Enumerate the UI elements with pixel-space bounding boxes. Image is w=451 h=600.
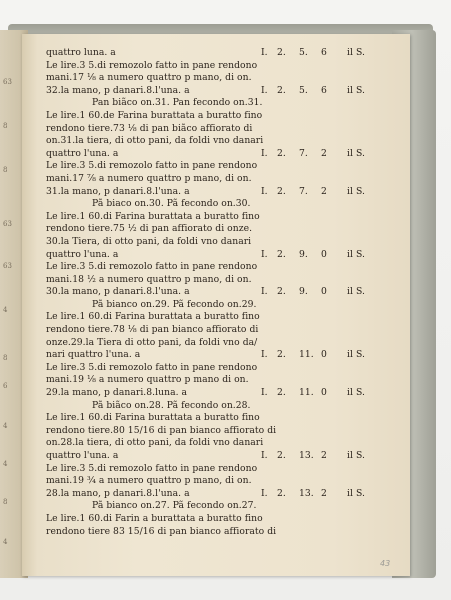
- text-line: [46, 425, 392, 438]
- text-line: [46, 463, 392, 476]
- price-part-c: 2: [321, 147, 327, 159]
- section-heading-line: [46, 299, 392, 312]
- price-part-c: 0: [321, 286, 327, 298]
- price-part-l: I.: [261, 185, 268, 197]
- left-margin-mark: 4: [3, 306, 8, 314]
- price-part-d: il S.: [347, 286, 365, 298]
- price-part-b: 7.: [299, 147, 308, 159]
- section-heading-line: [46, 198, 392, 211]
- text-line: [46, 223, 392, 236]
- line-text: quattro l'una. a: [46, 450, 119, 461]
- line-text: Le lire.1 60.di Farin a burattata a buratto fino: [46, 512, 263, 524]
- price-part-a: 2.: [277, 248, 286, 260]
- price-part-l: I.: [261, 450, 268, 461]
- price-part-b: 5.: [299, 47, 308, 58]
- line-text: mani.19 ¾ a numero quattro p mano, di on.: [46, 475, 252, 487]
- price-part-d: il S.: [347, 248, 365, 260]
- price-part-a: 2.: [277, 185, 286, 197]
- text-line: [46, 374, 392, 387]
- price-part-b: 7.: [299, 185, 308, 197]
- line-text: Le lire.3 5.di remozolo fatto in pane rendono: [46, 160, 258, 172]
- line-text: Le lire.3 5.di remozolo fatto in pane rendono: [46, 361, 258, 373]
- line-text: rendono tiere.80 15/16 di pan bianco affiorato di: [46, 424, 277, 436]
- price-part-a: 2.: [277, 387, 286, 399]
- text-line: [46, 186, 392, 199]
- price-part-c: 6: [321, 47, 327, 58]
- price-part-c: 2: [321, 185, 327, 197]
- text-line: [46, 274, 392, 287]
- text-line: [46, 526, 392, 539]
- text-line: [46, 236, 392, 249]
- line-text: onze.29.la Tiera di otto pani, da foldi vno da/: [46, 336, 258, 348]
- price-part-b: 13.: [299, 487, 314, 499]
- text-line: [46, 123, 392, 136]
- price-part-l: I.: [261, 47, 268, 58]
- line-text: quattro l'una. a: [46, 147, 119, 159]
- text-line: [46, 450, 392, 463]
- line-text: Pã biãco on.28. Pã fecondo on.28.: [92, 399, 251, 411]
- price-part-a: 2.: [277, 147, 286, 159]
- price-part-c: 2: [321, 450, 327, 461]
- line-text: 29.la mano, p danari.8.luna. a: [46, 387, 188, 399]
- price-part-d: il S.: [347, 450, 365, 461]
- price-part-l: I.: [261, 84, 268, 96]
- text-line: [46, 349, 392, 362]
- text-line: [46, 286, 392, 299]
- line-text: mani.19 ⅛ a numero quattro p mano di on.: [46, 374, 249, 386]
- text-line: [46, 85, 392, 98]
- price-part-a: 2.: [277, 286, 286, 298]
- left-margin-mark: 63: [3, 220, 12, 228]
- price-part-a: 2.: [277, 487, 286, 499]
- line-text: quattro l'una. a: [46, 248, 119, 260]
- text-line: [46, 437, 392, 450]
- price-part-a: 2.: [277, 47, 286, 58]
- line-text: Le lire.1 60.di Farina burattata a buratto fino: [46, 311, 260, 323]
- left-margin-mark: 63: [3, 262, 12, 270]
- line-text: on.31.la tiera, di otto pani, da foldi vno danari: [46, 135, 264, 147]
- price-part-a: 2.: [277, 84, 286, 96]
- line-text: mani.17 ⅞ a numero quattro p mano, di on.: [46, 172, 252, 184]
- price-part-b: 13.: [299, 450, 314, 461]
- left-margin-mark: 4: [3, 460, 8, 468]
- price-part-c: 2: [321, 487, 327, 499]
- text-line: [46, 412, 392, 425]
- text-line: [46, 160, 392, 173]
- text-line: [46, 173, 392, 186]
- line-text: nari quattro l'una. a: [46, 349, 141, 361]
- text-line: [46, 211, 392, 224]
- price-part-a: 2.: [277, 450, 286, 461]
- price-part-l: I.: [261, 487, 268, 499]
- line-text: on.28.la tiera, di otto pani, da foldi vno danari: [46, 437, 264, 449]
- line-text: 30.la Tiera, di otto pani, da foldi vno danari: [46, 235, 252, 247]
- price-part-b: 9.: [299, 286, 308, 298]
- price-part-b: 11.: [299, 387, 314, 399]
- line-text: Le lire.1 60.di Farina burattata a buratto fino: [46, 210, 260, 222]
- line-text: 30.la mano, p danari.8.l'una. a: [46, 286, 190, 298]
- left-margin-mark: 8: [3, 166, 8, 174]
- left-margin-mark: 8: [3, 498, 8, 506]
- price-part-b: 11.: [299, 349, 314, 361]
- text-line: [46, 60, 392, 73]
- text-line: [46, 324, 392, 337]
- text-line: [46, 72, 392, 85]
- price-part-d: il S.: [347, 147, 365, 159]
- text-line: [46, 513, 392, 526]
- price-part-a: 2.: [277, 349, 286, 361]
- line-text: Pã bianco on.29. Pã fecondo on.29.: [92, 298, 257, 310]
- price-part-d: il S.: [347, 185, 365, 197]
- left-margin-mark: 4: [3, 422, 8, 430]
- section-heading-line: [46, 97, 392, 110]
- price-part-d: il S.: [347, 349, 365, 361]
- text-line: [46, 148, 392, 161]
- line-text: mani.18 ½ a numero quattro p mano, di on.: [46, 273, 252, 285]
- text-line: [46, 362, 392, 375]
- price-part-d: il S.: [347, 487, 365, 499]
- price-part-l: I.: [261, 349, 268, 361]
- line-text: rendono tiere.75 ½ di pan affiorato di onze.: [46, 223, 253, 235]
- price-part-d: il S.: [347, 84, 365, 96]
- price-part-c: 0: [321, 248, 327, 260]
- left-margin-mark: 4: [3, 538, 8, 546]
- text-line: [46, 311, 392, 324]
- text-line: [46, 135, 392, 148]
- text-line: [46, 261, 392, 274]
- text-line: [46, 488, 392, 501]
- left-margin-mark: 6: [3, 382, 8, 390]
- text-line: [46, 387, 392, 400]
- price-part-c: 0: [321, 349, 327, 361]
- price-part-b: 5.: [299, 84, 308, 96]
- price-part-l: I.: [261, 286, 268, 298]
- price-part-c: 0: [321, 387, 327, 399]
- line-text: 31.la mano, p danari.8.l'una. a: [46, 185, 190, 197]
- page-number: 43: [380, 559, 391, 568]
- price-part-l: I.: [261, 387, 268, 399]
- line-text: Pan biãco on.31. Pan fecondo on.31.: [92, 97, 263, 109]
- section-heading-line: [46, 400, 392, 413]
- line-text: rendono tiere.78 ⅛ di pan bianco affiorato di: [46, 324, 259, 336]
- line-text: mani.17 ⅛ a numero quattro p mano, di on.: [46, 72, 252, 84]
- left-margin-mark: 63: [3, 78, 12, 86]
- line-text: 32.la mano, p danari.8.l'una. a: [46, 84, 190, 96]
- price-part-l: I.: [261, 147, 268, 159]
- line-text: Pã biaco on.30. Pã fecondo on.30.: [92, 198, 251, 210]
- line-text: Le lire.3 5.di remozolo fatto in pane rendono: [46, 462, 258, 474]
- left-margin-mark: 8: [3, 354, 8, 362]
- line-text: Le lire.1 60.de Farina burattata a buratto fino: [46, 109, 263, 121]
- line-text: quattro luna. a: [46, 47, 116, 58]
- line-text: Le lire.3 5.di remozolo fatto in pane rendono: [46, 261, 258, 273]
- text-line: [46, 249, 392, 262]
- left-margin-mark: 8: [3, 122, 8, 130]
- price-part-c: 6: [321, 84, 327, 96]
- price-part-d: il S.: [347, 47, 365, 58]
- price-part-b: 9.: [299, 248, 308, 260]
- line-text: 28.la mano, p danari.8.l'una. a: [46, 487, 190, 499]
- text-line: [46, 47, 392, 60]
- price-part-l: I.: [261, 248, 268, 260]
- line-text: rendono tiere.73 ⅛ di pan biãco affiorato di: [46, 122, 253, 134]
- page-text: [46, 47, 392, 538]
- line-text: Pã bianco on.27. Pã fecondo on.27.: [92, 500, 257, 512]
- text-line: [46, 475, 392, 488]
- section-heading-line: [46, 500, 392, 513]
- line-text: Le lire.1 60.di Farina burattata a buratto fino: [46, 412, 260, 424]
- text-line: [46, 337, 392, 350]
- line-text: Le lire.3 5.di remozolo fatto in pane rendono: [46, 59, 258, 71]
- text-line: [46, 110, 392, 123]
- price-part-d: il S.: [347, 387, 365, 399]
- line-text: rendono tiere 83 15/16 di pan bianco affiorato di: [46, 525, 277, 537]
